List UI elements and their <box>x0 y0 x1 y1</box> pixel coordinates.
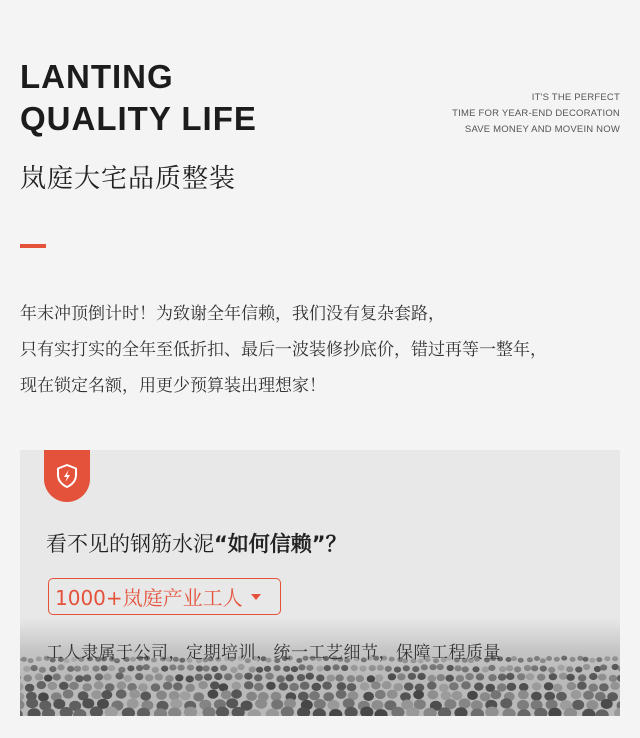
card-question <box>46 528 347 558</box>
intro-line-1: 年末冲顶倒计时！为致谢全年信赖，我们没有复杂套路， <box>20 304 445 324</box>
accent-divider <box>20 244 46 248</box>
workers-pill[interactable] <box>48 578 281 615</box>
lightning-shield-icon <box>55 463 79 489</box>
question-suffix: ？ <box>325 532 347 556</box>
caret-down-icon <box>251 594 261 600</box>
brand-subtitle: 岚庭大宅品质整装 <box>20 164 237 194</box>
tagline-line-2: TIME FOR YEAR-END DECORATION <box>452 108 620 119</box>
question-prefix: 看不见的钢筋水泥 <box>46 532 214 556</box>
intro-text <box>20 296 630 404</box>
feature-card <box>20 450 620 716</box>
brand-line1: LANTING <box>20 58 174 95</box>
tagline <box>452 90 620 138</box>
brand-en <box>20 56 257 140</box>
card-caption: 工人隶属于公司，定期培训，统一工艺细节，保障工程质量 <box>46 643 501 663</box>
intro-line-3: 现在锁定名额，用更少预算装出理想家！ <box>20 376 326 396</box>
badge <box>44 450 90 502</box>
tagline-line-1: IT'S THE PERFECT <box>531 92 620 103</box>
pill-label: 1000+岚庭产业工人 <box>55 586 243 610</box>
brand-line2: QUALITY LIFE <box>20 100 257 137</box>
question-highlight: “如何信赖” <box>214 532 326 556</box>
tagline-line-3: SAVE MONEY AND MOVEIN NOW <box>464 124 620 135</box>
intro-line-2: 只有实打实的全年至低折扣、最后一波装修抄底价，错过再等一整年， <box>20 340 547 360</box>
workers-crowd-photo <box>20 618 620 716</box>
